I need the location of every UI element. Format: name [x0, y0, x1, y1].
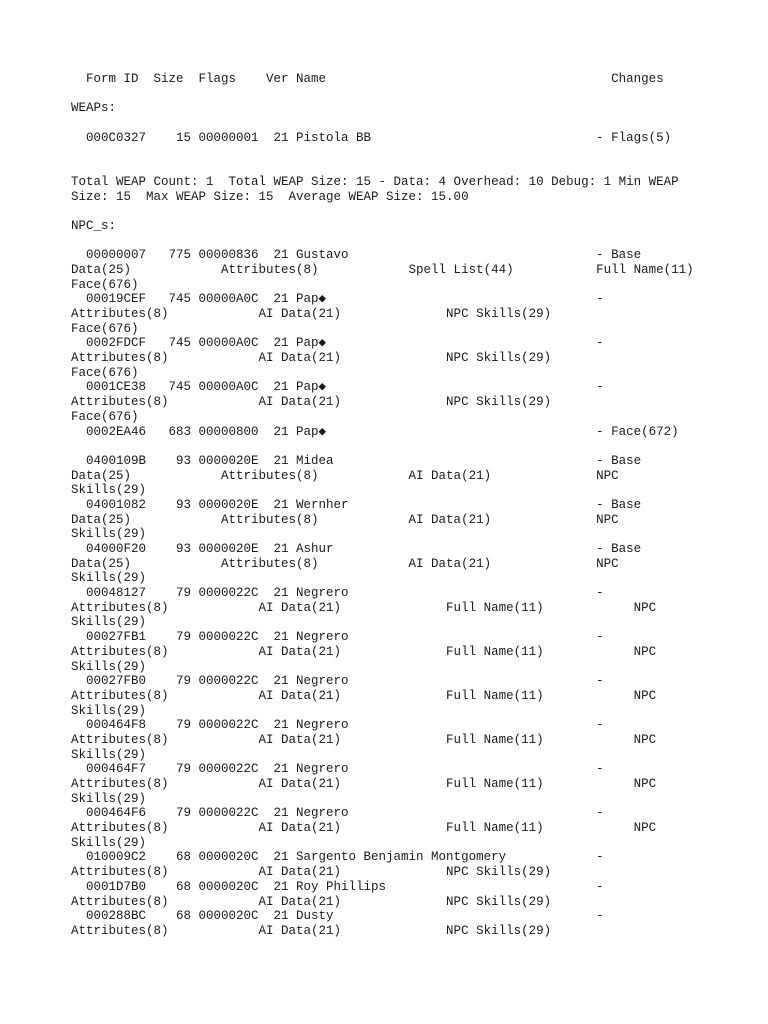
report-line: 0400109B 93 0000020E 21 Midea - Base	[71, 453, 642, 468]
report-line: 010009C2 68 0000020C 21 Sargento Benjamin Montgomery -	[71, 850, 604, 865]
report-line: Face(676)	[71, 365, 139, 380]
report-line: Attributes(8) AI Data(21) Full Name(11) NPC	[71, 821, 657, 836]
report-line: 00000007 775 00000836 21 Gustavo - Base	[71, 248, 642, 263]
report-line: Total WEAP Count: 1 Total WEAP Size: 15 - Data: 4 Overhead: 10 Debug: 1 Min WEAP	[71, 174, 679, 189]
report-line: 00019CEF 745 00000A0C 21 Pap◆ -	[71, 292, 604, 307]
report-line: 000464F7 79 0000022C 21 Negrero -	[71, 762, 604, 777]
report-line: Skills(29)	[71, 747, 147, 762]
report-line	[71, 145, 694, 160]
report-line: Attributes(8) AI Data(21) Full Name(11) NPC	[71, 644, 657, 659]
report-line: 000288BC 68 0000020C 21 Dusty -	[71, 909, 604, 924]
report-line: WEAPs:	[71, 101, 117, 116]
report-line: Face(676)	[71, 321, 139, 336]
report-line: Form ID Size Flags Ver Name Changes	[71, 72, 664, 86]
report-line: Skills(29)	[71, 791, 147, 806]
report-line: Attributes(8) AI Data(21) NPC Skills(29)	[71, 894, 552, 909]
report-line: Data(25) Attributes(8) Spell List(44) Full Name(11)	[71, 262, 694, 277]
report-line: Skills(29)	[71, 835, 147, 850]
report-line: 000464F8 79 0000022C 21 Negrero -	[71, 718, 604, 733]
report-line	[71, 116, 694, 131]
plugin-report-text	[71, 72, 694, 939]
report-line: Data(25) Attributes(8) AI Data(21) NPC	[71, 512, 619, 527]
report-line: Data(25) Attributes(8) AI Data(21) NPC	[71, 468, 619, 483]
report-line: Attributes(8) AI Data(21) Full Name(11) NPC	[71, 688, 657, 703]
report-line: 04001082 93 0000020E 21 Wernher - Base	[71, 497, 642, 512]
report-line: 00048127 79 0000022C 21 Negrero -	[71, 586, 604, 601]
report-line	[71, 87, 694, 102]
report-line: 0001D7B0 68 0000020C 21 Roy Phillips -	[71, 879, 604, 894]
report-line: 04000F20 93 0000020E 21 Ashur - Base	[71, 542, 642, 556]
report-line: Data(25) Attributes(8) AI Data(21) NPC	[71, 556, 619, 571]
report-line: Skills(29)	[71, 483, 147, 498]
report-line: 00027FB1 79 0000022C 21 Negrero -	[71, 630, 604, 645]
report-line	[71, 234, 694, 249]
report-line: NPC_s:	[71, 218, 117, 233]
report-line: Face(676)	[71, 409, 139, 424]
report-line: Skills(29)	[71, 527, 147, 542]
report-line: Attributes(8) AI Data(21) NPC Skills(29)	[71, 351, 552, 366]
report-line	[71, 204, 694, 219]
report-line: 000464F6 79 0000022C 21 Negrero -	[71, 806, 604, 821]
report-line: 0002EA46 683 00000800 21 Pap◆ - Face(672)	[71, 424, 679, 439]
report-line: Skills(29)	[71, 703, 147, 718]
report-line: 0001CE38 745 00000A0C 21 Pap◆ -	[71, 380, 604, 395]
report-line: Attributes(8) AI Data(21) Full Name(11) NPC	[71, 732, 657, 747]
report-line: Attributes(8) AI Data(21) Full Name(11) NPC	[71, 777, 657, 791]
report-line: Attributes(8) AI Data(21) NPC Skills(29)	[71, 307, 552, 321]
report-line	[71, 439, 694, 454]
report-line: Attributes(8) AI Data(21) NPC Skills(29)	[71, 865, 552, 880]
report-line: 000C0327 15 00000001 21 Pistola BB - Flags(5)	[71, 130, 672, 145]
report-line	[71, 160, 694, 175]
report-line: Attributes(8) AI Data(21) Full Name(11) NPC	[71, 600, 657, 615]
report-line: Attributes(8) AI Data(21) NPC Skills(29)	[71, 923, 552, 938]
report-line: 0002FDCF 745 00000A0C 21 Pap◆ -	[71, 336, 604, 351]
report-line: Attributes(8) AI Data(21) NPC Skills(29)	[71, 395, 552, 410]
report-line: Skills(29)	[71, 659, 147, 674]
report-line: Skills(29)	[71, 615, 147, 630]
report-line: Size: 15 Max WEAP Size: 15 Average WEAP Size: 15.00	[71, 189, 469, 204]
report-line: Face(676)	[71, 277, 139, 292]
report-line: Skills(29)	[71, 571, 147, 586]
report-line: 00027FB0 79 0000022C 21 Negrero -	[71, 674, 604, 689]
